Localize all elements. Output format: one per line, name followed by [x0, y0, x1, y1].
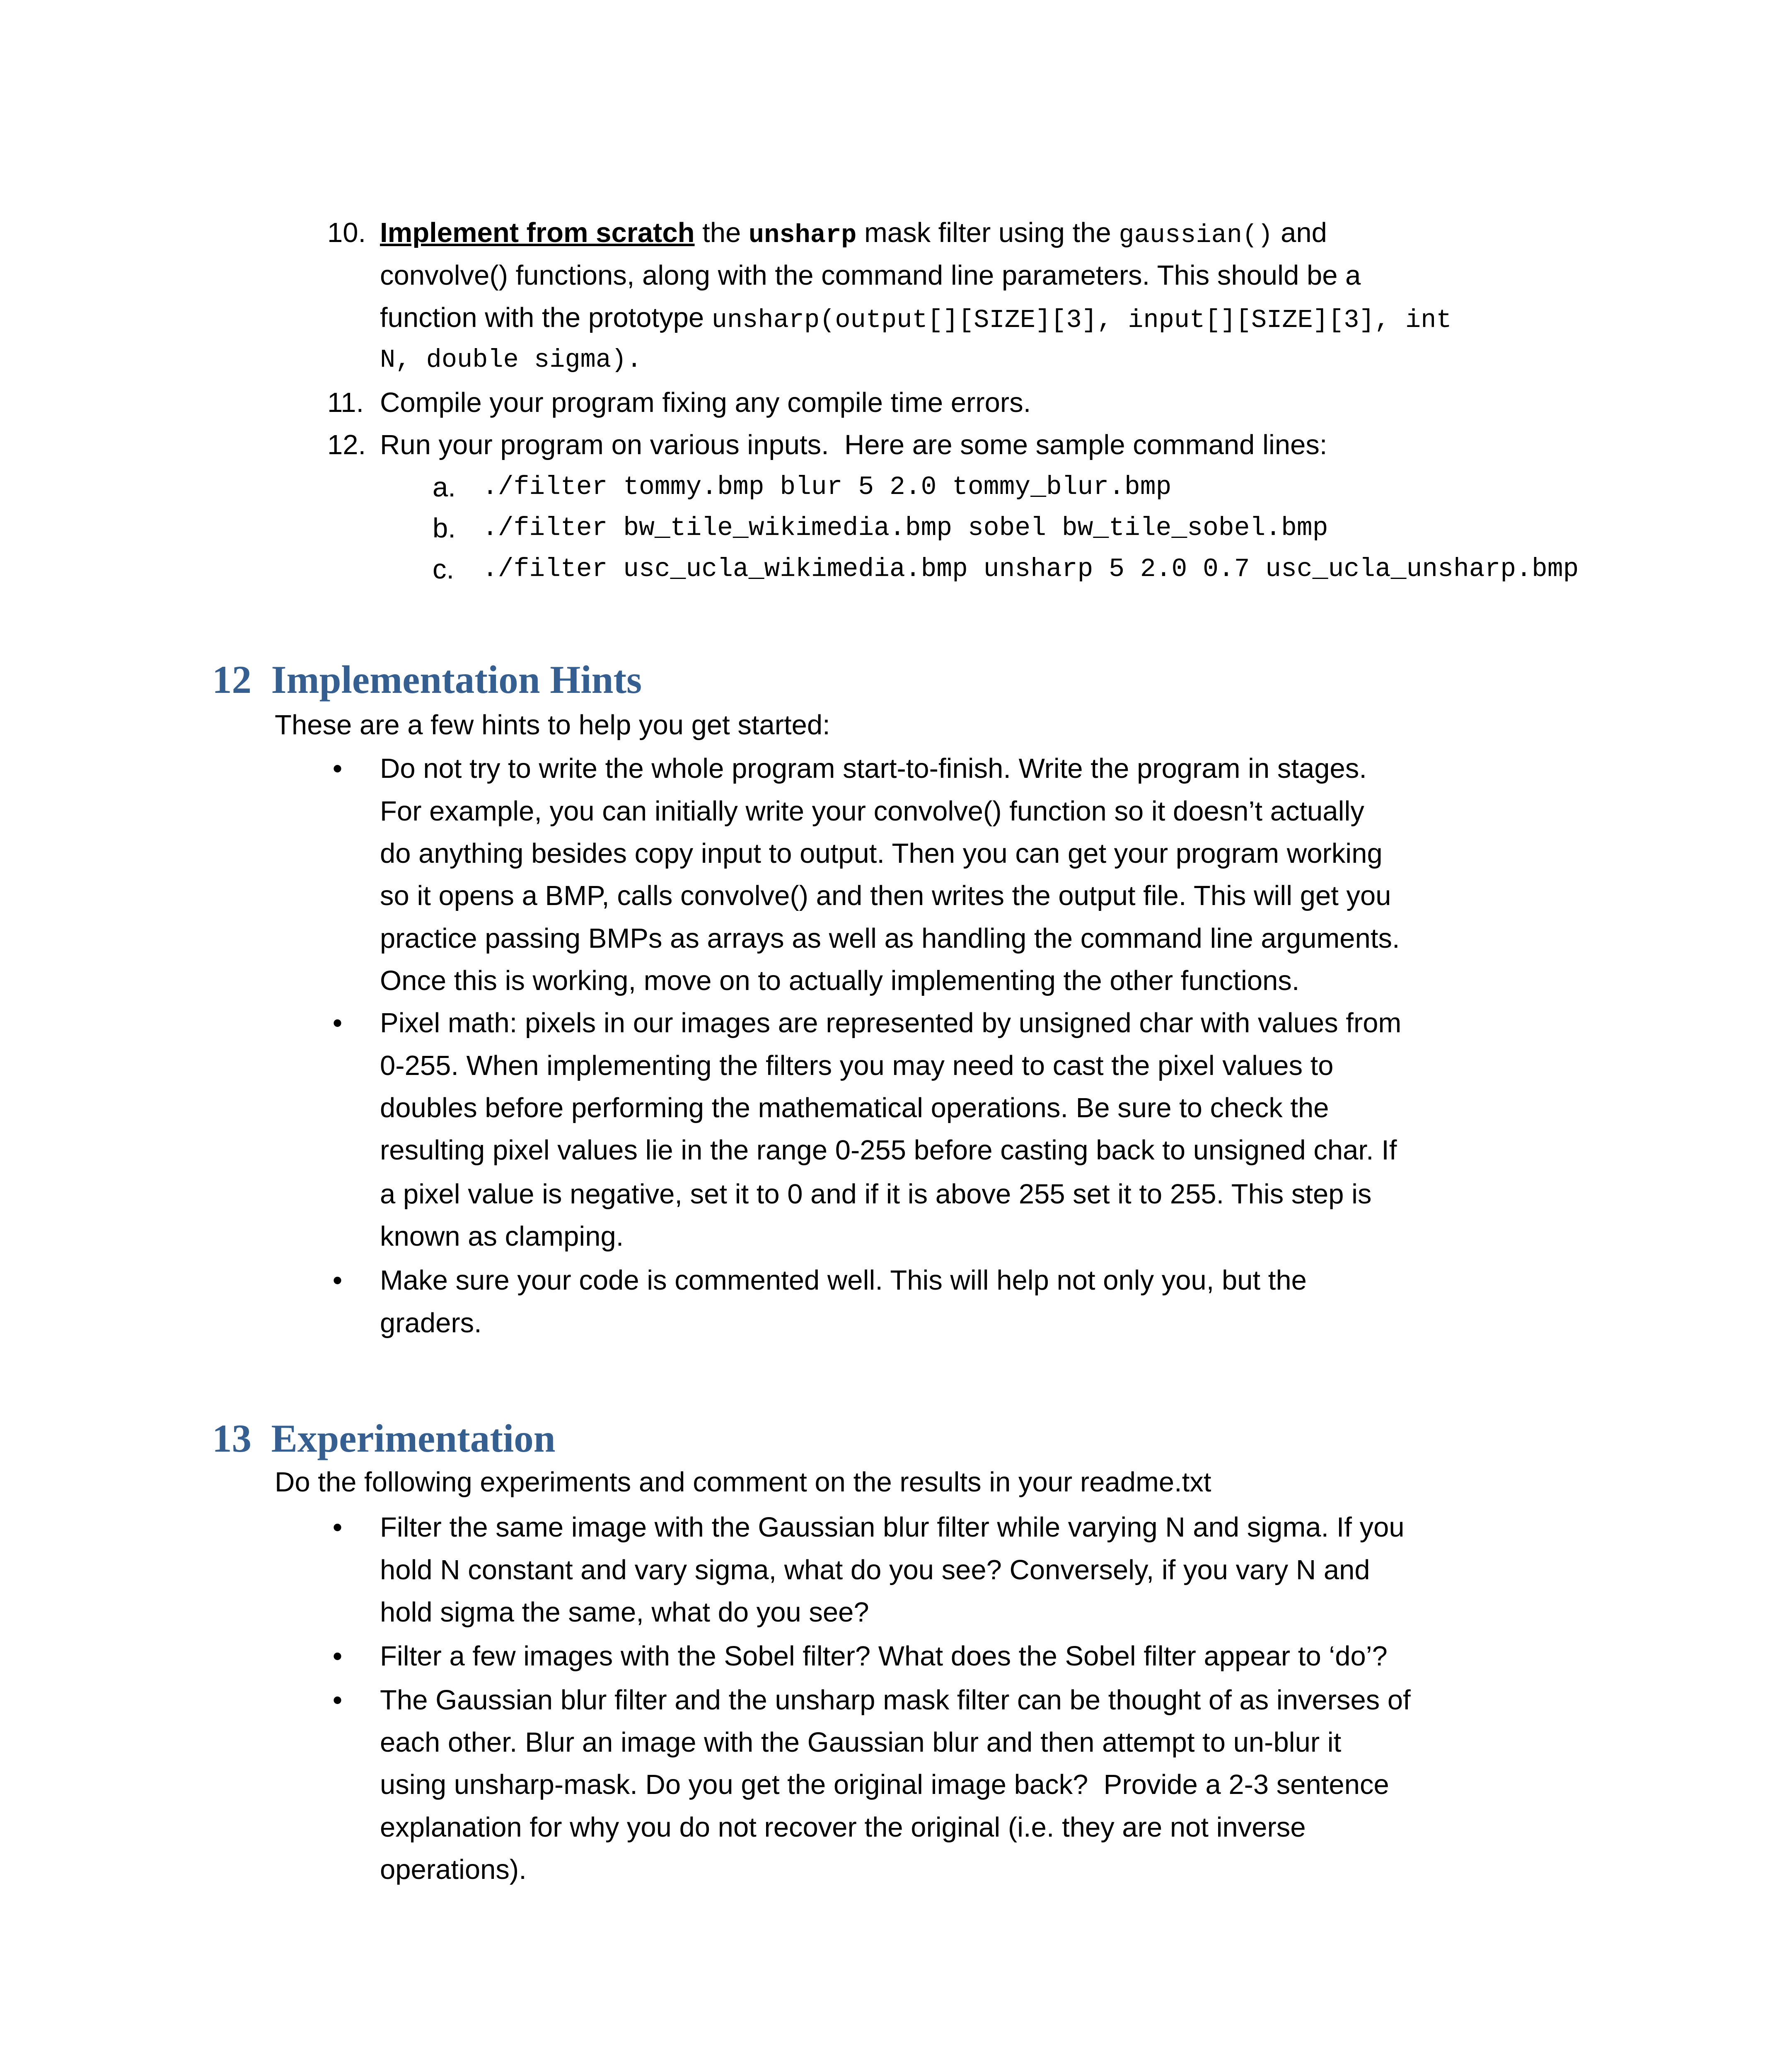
bullet-text-line: so it opens a BMP, calls convolve() and then writes the output file. This will get you [380, 880, 1391, 911]
command-c [0, 548, 1789, 591]
bullet-icon: • [332, 1007, 343, 1038]
section-intro: Do the following experiments and comment on the results in your readme.txt [275, 1467, 1211, 1498]
list-letter: b. [433, 513, 456, 544]
bullet-text-line: a pixel value is negative, set it to 0 and if it is above 255 set it to 255. This step is [380, 1179, 1372, 1210]
bullet-text-line: Make sure your code is commented well. This will help not only you, but the [380, 1265, 1307, 1296]
text-line [380, 297, 1452, 339]
code-text: unsharp [748, 220, 857, 250]
bullet-text-line: each other. Blur an image with the Gaussian blur and then attempt to un-blur it [380, 1727, 1342, 1758]
step-text: Compile your program fixing any compile time errors. [380, 387, 1031, 418]
bullet-text-line: Filter the same image with the Gaussian blur filter while varying N and sigma. If you [380, 1512, 1405, 1543]
bullet-text-line: using unsharp-mask. Do you get the original image back? Provide a 2-3 sentence [380, 1769, 1389, 1800]
bullet-text-line: hold sigma the same, what do you see? [380, 1597, 869, 1628]
bullet-text-line: practice passing BMPs as arrays as well as handling the command line arguments. [380, 923, 1400, 954]
command-text: ./filter tommy.bmp blur 5 2.0 tommy_blur.bmp [482, 472, 1172, 502]
text: the [694, 217, 749, 248]
bullet-text-line: graders. [380, 1307, 482, 1339]
command-b [0, 507, 1789, 549]
step-number: 12. [327, 429, 366, 460]
bullet-text-line: Filter a few images with the Sobel filter? What does the Sobel filter appear to ‘do’? [380, 1641, 1388, 1672]
bullet-text-line: hold N constant and vary sigma, what do you see? Conversely, if you vary N and [380, 1554, 1370, 1585]
section-heading: 13 Experimentation [212, 1416, 556, 1460]
bullet-text-line: known as clamping. [380, 1221, 624, 1252]
code-line: N, double sigma). [380, 345, 642, 375]
bullet-icon: • [332, 1641, 343, 1672]
emphasis-text: Implement from scratch [380, 217, 695, 248]
bullet-text-line: The Gaussian blur filter and the unsharp mask filter can be thought of as inverses of [380, 1685, 1411, 1716]
step-10 [0, 212, 1789, 254]
bullet-icon: • [332, 753, 343, 784]
bullet-text-line: resulting pixel values lie in the range 0-255 before casting back to unsigned char. If [380, 1135, 1397, 1166]
text: mask filter using the [856, 217, 1119, 248]
bullet-text-line: explanation for why you do not recover the original (i.e. they are not inverse [380, 1812, 1306, 1843]
step-11 [0, 382, 1789, 424]
bullet-text-line: operations). [380, 1854, 527, 1885]
bullet-icon: • [332, 1685, 343, 1716]
step-text: Run your program on various inputs. Here are some sample command lines: [380, 429, 1327, 460]
bullet-text-line: Pixel math: pixels in our images are represented by unsigned char with values from [380, 1007, 1402, 1038]
bullet-text-line: For example, you can initially write your convolve() function so it doesn’t actually [380, 796, 1364, 827]
code-text: gaussian() [1119, 220, 1273, 250]
command-a [0, 466, 1789, 508]
command-text: ./filter bw_tile_wikimedia.bmp sobel bw_tile_sobel.bmp [482, 513, 1328, 543]
bullet-text-line: Do not try to write the whole program start-to-finish. Write the program in stages. [380, 753, 1367, 784]
list-letter: c. [433, 554, 455, 585]
step-12 [0, 424, 1789, 466]
bullet-icon: • [332, 1265, 343, 1296]
bullet-text-line: do anything besides copy input to output. Then you can get your program working [380, 838, 1383, 869]
code-text: unsharp(output[][SIZE][3], input[][SIZE][3], int [711, 305, 1452, 335]
command-text: ./filter usc_ucla_wikimedia.bmp unsharp 5 2.0 0.7 usc_ucla_unsharp.bmp [482, 554, 1579, 584]
text-line: convolve() functions, along with the command line parameters. This should be a [380, 260, 1361, 291]
bullet-text-line: doubles before performing the mathematical operations. Be sure to check the [380, 1092, 1329, 1123]
bullet-text-line: 0-255. When implementing the filters you may need to cast the pixel values to [380, 1050, 1334, 1081]
bullet-icon: • [332, 1512, 343, 1543]
section-intro: These are a few hints to help you get started: [275, 709, 830, 741]
bullet-text-line: Once this is working, move on to actually implementing the other functions. [380, 965, 1300, 996]
text: function with the prototype [380, 302, 712, 333]
text: and [1273, 217, 1327, 248]
section-heading: 12 Implementation Hints [212, 658, 642, 702]
step-number: 10. [327, 217, 366, 248]
step-number: 11. [327, 387, 364, 418]
list-letter: a. [433, 472, 456, 503]
